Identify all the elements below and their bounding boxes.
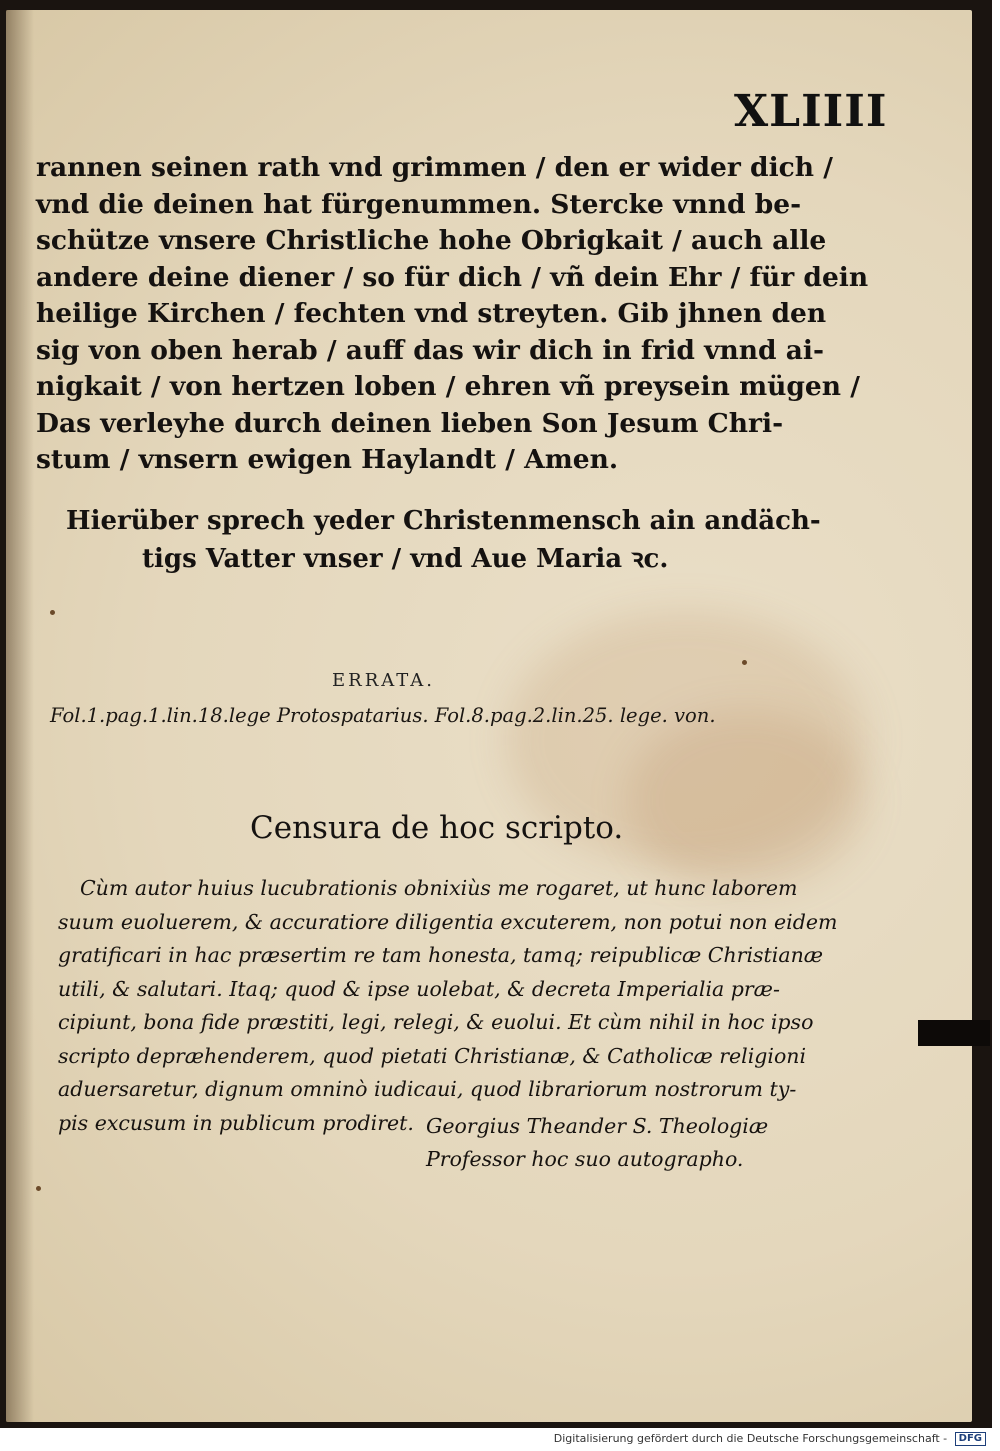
paper-speck	[36, 1186, 41, 1191]
paper-page	[6, 10, 972, 1422]
text-line: suum euoluerem, & accuratiore diligentia excuterem, non potui non eidem	[58, 909, 838, 934]
text-line: cipiunt, bona fide præstiti, legi, relegi, & euolui. Et cùm nihil in hoc ipso	[58, 1010, 814, 1034]
text-line: rannen seinen rath vnd grimmen / den er wider dich /	[36, 152, 833, 183]
text-line: heilige Kirchen / fechten vnd streyten. Gib jhnen den	[36, 298, 827, 329]
bookmark-tab	[918, 1020, 990, 1046]
text-line: tigs Vatter vnser / vnd Aue Maria ꝛc.	[142, 544, 669, 574]
instruction-text	[66, 502, 821, 578]
text-line: aduersaretur, dignum omninò iudicaui, quod librariorum nostrorum ty-	[58, 1077, 797, 1101]
text-line: Cùm autor huius lucubrationis obnixiùs me rogaret, ut hunc laborem	[80, 876, 798, 900]
folio-number: XLIIII	[734, 86, 888, 137]
text-line: nigkait / von hertzen loben / ehren vñ preysein mügen /	[36, 371, 860, 402]
dfg-logo-icon[interactable]: DFG	[955, 1432, 986, 1446]
text-line: utili, & salutari. Itaq; quod & ipse uolebat, & decreta Imperialia præ-	[58, 976, 780, 1001]
signature-line: Professor hoc suo autographo.	[426, 1147, 744, 1171]
text-line: Hierüber sprech yeder Christenmensch ain andäch-	[66, 506, 821, 536]
water-stain	[626, 710, 866, 890]
text-line: andere deine diener / so für dich / vñ dein Ehr / für dein	[36, 261, 869, 293]
errata-heading: ERRATA.	[332, 670, 436, 691]
paper-speck	[742, 660, 747, 665]
prayer-text-block	[36, 150, 869, 479]
binding-shadow	[6, 10, 34, 1422]
text-line: Das verleyhe durch deinen lieben Son Jesum Chri-	[36, 407, 784, 439]
censura-heading: Censura de hoc scripto.	[250, 810, 624, 846]
paper-speck	[50, 610, 55, 615]
signature-line: Georgius Theander S. Theologiæ	[426, 1114, 769, 1138]
credit-text: Digitalisierung gefördert durch die Deutsche Forschungsgemeinschaft -	[553, 1432, 948, 1445]
text-line: sig von oben herab / auff das wir dich in frid vnnd ai-	[36, 334, 824, 366]
text-line: vnd die deinen hat fürgenummen. Stercke vnnd be-	[36, 188, 802, 220]
text-line: gratificari in hac præsertim re tam honesta, tamq; reipublicæ Christianæ	[58, 943, 824, 967]
funding-credit	[554, 1432, 986, 1446]
errata-line: Fol.1.pag.1.lin.18.lege Protospatarius. Fol.8.pag.2.lin.25. lege. von.	[50, 704, 716, 727]
text-line: scripto depræhenderem, quod pietati Christianæ, & Catholicæ religioni	[58, 1043, 807, 1068]
text-line: schütze vnsere Christliche hohe Obrigkait / auch alle	[36, 225, 827, 256]
censor-signature	[426, 1110, 768, 1176]
censura-text-block	[58, 872, 838, 1140]
text-line: pis excusum in publicum prodiret.	[58, 1110, 414, 1135]
text-line: stum / vnsern ewigen Haylandt / Amen.	[36, 444, 619, 475]
